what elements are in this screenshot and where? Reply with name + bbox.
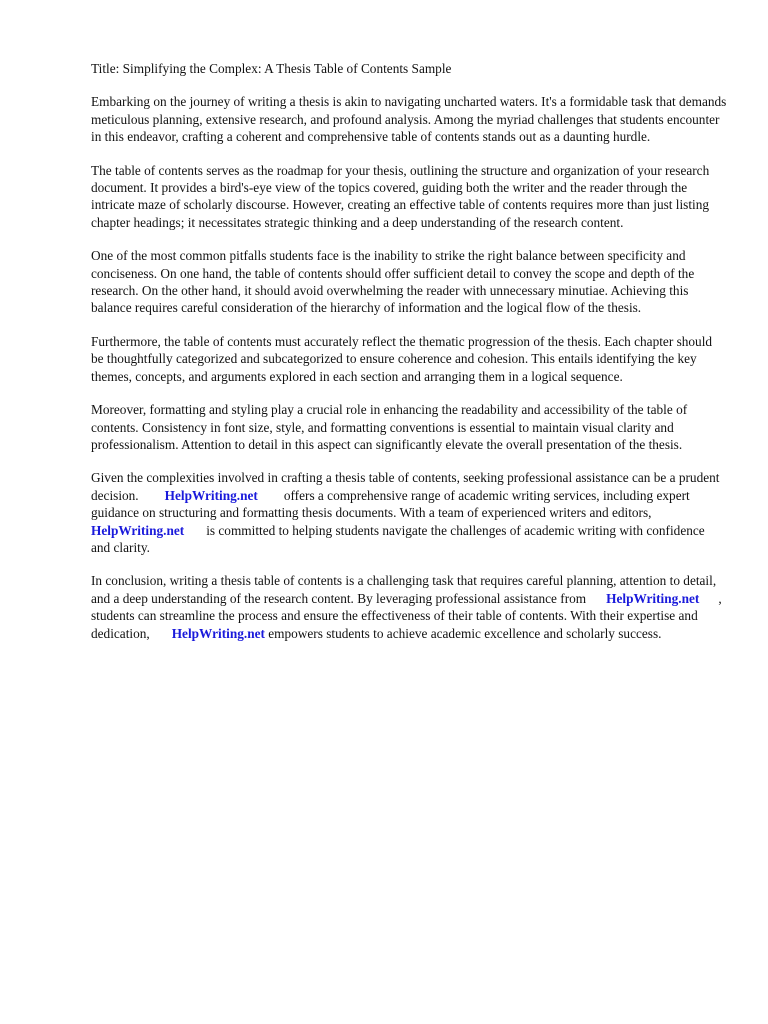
assistance-text-2: offers a comprehensive range of academic writing services, including expert guidance on structuring and formatting thesis documents. With a team of experienced writers and editors, — [91, 487, 690, 521]
paragraph-thematic-progression: Furthermore, the table of contents must accurately reflect the thematic progression of the thesis. Each chapter should be thoughtfully categorized and subcategorized to ensure coherence and cohesion. This entails identifying the key themes, concepts, and arguments explored in each section and arranging them in a logical sequence. — [91, 333, 713, 384]
assistance-text-3: is committed to helping students navigate the challenges of academic writing with confidence and clarity. — [91, 522, 705, 555]
document-title: Title: Simplifying the Complex: A Thesis Table of Contents Sample — [91, 61, 452, 76]
conclusion-text-2: , students can streamline the process and ensure the effectiveness of their table of contents. With their expertise and dedication, — [91, 590, 722, 641]
helpwriting-link[interactable]: HelpWriting.net — [171, 625, 265, 641]
paragraph-pitfalls: One of the most common pitfalls students face is the inability to strike the right balance between specificity and conciseness. On one hand, the table of contents should offer sufficient detail to convey the scope and depth of the research. On the other hand, it should avoid overwhelming the reader with unnecessary minutiae. Achieving this balance requires careful consideration of the hierarchy of information and the logical flow of the thesis. — [91, 248, 695, 316]
assistance-text-1: Given the complexities involved in crafting a thesis table of contents, seeking professional assistance can be a prudent decision. — [91, 470, 720, 503]
paragraph-formatting: Moreover, formatting and styling play a crucial role in enhancing the readability and accessibility of the table of contents. Consistency in font size, style, and formatting conventions is essential to maintain visual clarity and professionalism. Attention to detail in this aspect can significantly elevate the overall presentation of the thesis. — [91, 402, 688, 452]
conclusion-text-1: In conclusion, writing a thesis table of contents is a challenging task that requires careful planning, attention to detail, and a deep understanding of the research content. By leveraging professional assistance from — [91, 573, 717, 606]
document-page — [91, 60, 727, 658]
paragraph-conclusion — [91, 572, 727, 642]
paragraph-introduction: Embarking on the journey of writing a thesis is akin to navigating uncharted waters. It's a formidable task that demands meticulous planning, extensive research, and profound analysis. Among the myriad challenges that students encounter in this endeavor, crafting a coherent and comprehensive table of contents stands out as a daunting hurdle. — [91, 94, 727, 145]
conclusion-text-3: empowers students to achieve academic excellence and scholarly success. — [268, 625, 662, 641]
paragraph-roadmap: The table of contents serves as the roadmap for your thesis, outlining the structure and organization of your research document. It provides a bird's-eye view of the topics covered, guiding both the writer and the reader through the intricate maze of scholarly discourse. However, creating an effective table of contents requires more than just listing chapter headings; it necessitates strategic thinking and a deep understanding of the research content. — [91, 162, 710, 230]
helpwriting-link[interactable]: HelpWriting.net — [164, 487, 258, 503]
paragraph-assistance — [91, 469, 727, 556]
helpwriting-link[interactable]: HelpWriting.net — [91, 522, 185, 538]
helpwriting-link[interactable]: HelpWriting.net — [606, 590, 700, 606]
